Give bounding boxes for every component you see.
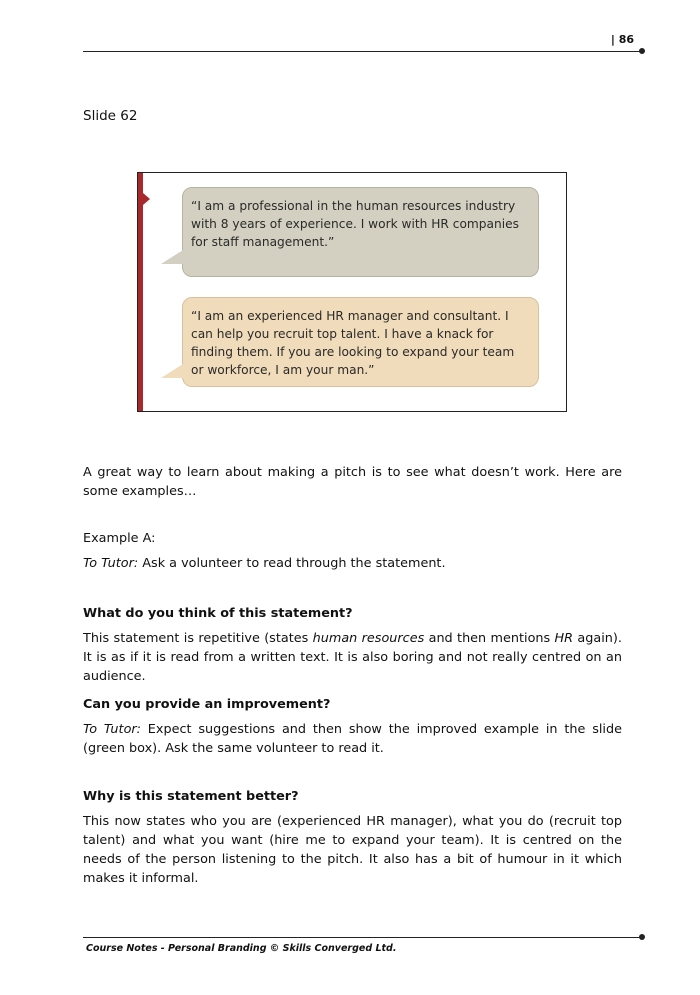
- tutor-label: To Tutor:: [83, 722, 141, 737]
- rule-dot: [639, 934, 645, 940]
- answer-1-part2: and then mentions: [424, 631, 555, 646]
- answer-1-part3: again). It is as if it is read from a written text. It is also boring and not really centred on an audience.: [83, 631, 622, 684]
- speech-bubble-2: [182, 297, 539, 387]
- speech-bubble-1-text: “I am a professional in the human resources industry with 8 years of experience. I work with HR companies for staff management.”: [191, 199, 519, 249]
- answer-1-emphasis-1: human resources: [312, 631, 425, 646]
- slide-image: [137, 172, 567, 412]
- speech-bubble-1: [182, 187, 539, 277]
- tutor-note-text: Ask a volunteer to read through the statement.: [138, 556, 446, 571]
- speech-bubble-tail: [161, 250, 183, 264]
- example-label: Example A:: [83, 531, 156, 546]
- slide-heading: Slide 62: [83, 108, 138, 124]
- question-heading-3: Why is this statement better?: [83, 789, 299, 804]
- tutor-note-2: [83, 720, 622, 758]
- page-number: | 86: [610, 33, 634, 46]
- question-heading-1: What do you think of this statement?: [83, 606, 353, 621]
- slide-accent-marker: [143, 193, 150, 205]
- answer-1-emphasis-2: HR: [554, 631, 574, 646]
- speech-bubble-tail: [161, 364, 183, 378]
- answer-1-part1: This statement is repetitive (states: [83, 631, 313, 646]
- question-heading-2: Can you provide an improvement?: [83, 697, 331, 712]
- footer-text: Course Notes - Personal Branding © Skills Converged Ltd.: [86, 943, 397, 954]
- answer-paragraph-1: [83, 629, 622, 686]
- slide-accent-bar: [138, 173, 143, 411]
- tutor-note-1: [83, 554, 622, 573]
- tutor-label: To Tutor:: [83, 556, 139, 571]
- answer-paragraph-3: This now states who you are (experienced HR manager), what you do (recruit top talent) and what you want (hire me to expand your team). It is centred on the needs of the person listening to the pitch. It also has a bit of humour in it which makes it informal.: [83, 814, 622, 886]
- speech-bubble-2-text: “I am an experienced HR manager and consultant. I can help you recruit top talent. I have a knack for finding them. If you are looking to expand your team or workforce, I am your man.”: [191, 309, 515, 377]
- footer-rule: [83, 937, 640, 938]
- rule-dot: [639, 48, 645, 54]
- header-rule: [83, 51, 640, 52]
- tutor-note-text: Expect suggestions and then show the improved example in the slide (green box). Ask the same volunteer to read it.: [83, 722, 622, 756]
- intro-paragraph: A great way to learn about making a pitch is to see what doesn’t work. Here are some examples…: [83, 465, 622, 499]
